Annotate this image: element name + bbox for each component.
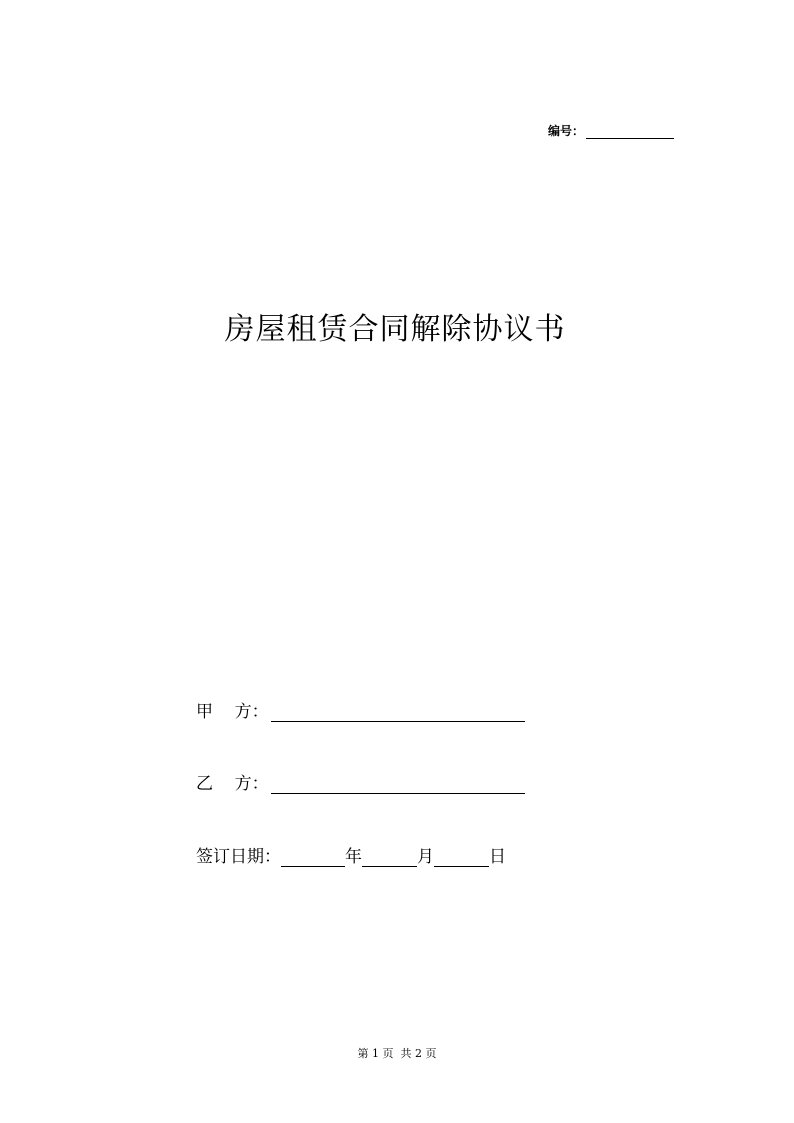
sign-year-field[interactable]	[281, 848, 345, 867]
sign-date-row	[196, 845, 506, 867]
page-middle: 页 共	[379, 1047, 415, 1060]
sign-year-suffix: 年	[345, 847, 362, 867]
page-footer	[0, 1045, 794, 1061]
party-a-field[interactable]	[271, 703, 525, 722]
contract-number-label: 编号：	[548, 124, 585, 138]
sign-day-suffix: 日	[489, 847, 506, 867]
page-current: 1	[372, 1047, 379, 1060]
document-title	[0, 304, 794, 348]
contract-number-row	[548, 121, 674, 139]
page-prefix: 第	[357, 1047, 372, 1060]
contract-number-field[interactable]	[586, 124, 674, 139]
document-title-text: 房屋租赁合同解除协议书	[224, 312, 566, 347]
party-b-field[interactable]	[271, 775, 525, 794]
party-b-label: 乙 方：	[196, 774, 269, 794]
party-a-label: 甲 方：	[196, 702, 269, 722]
party-b-row	[196, 772, 525, 794]
page-total: 2	[415, 1047, 422, 1060]
sign-date-label: 签订日期：	[196, 847, 281, 867]
page-suffix: 页	[422, 1047, 437, 1060]
sign-month-field[interactable]	[362, 848, 417, 867]
sign-month-suffix: 月	[417, 847, 434, 867]
party-a-row	[196, 700, 525, 722]
sign-day-field[interactable]	[434, 848, 489, 867]
